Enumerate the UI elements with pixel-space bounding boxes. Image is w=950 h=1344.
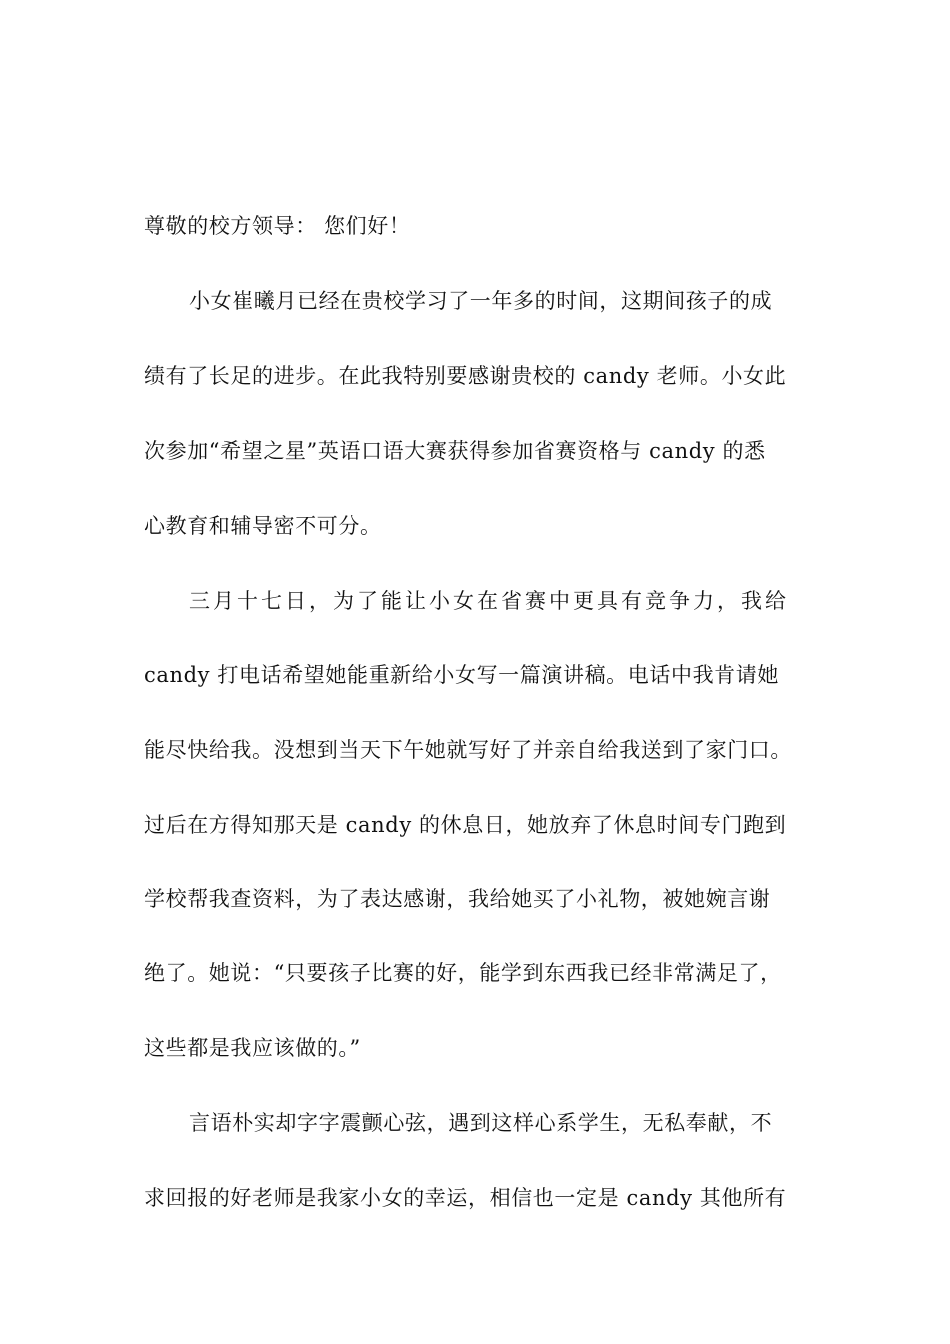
paragraph-2-line-3: 能尽快给我。没想到当天下午她就写好了并亲自给我送到了家门口。 xyxy=(144,738,792,762)
salutation-line: 尊敬的校方领导： 您们好！ xyxy=(144,214,411,238)
paragraph-1-line-4: 心教育和辅导密不可分。 xyxy=(144,514,382,538)
paragraph-1-line-2: 绩有了长足的进步。在此我特别要感谢贵校的 candy 老师。小女此 xyxy=(144,364,787,388)
paragraph-2-line-1: 三月十七日，为了能让小女在省赛中更具有竞争力，我给 xyxy=(189,589,789,613)
paragraph-3-line-2: 求回报的好老师是我家小女的幸运，相信也一定是 candy 其他所有 xyxy=(144,1186,787,1210)
paragraph-2-line-6: 绝了。她说：“只要孩子比赛的好，能学到东西我已经非常满足了， xyxy=(144,961,782,985)
paragraph-3-line-1: 言语朴实却字字震颤心弦，遇到这样心系学生，无私奉献，不 xyxy=(189,1111,773,1135)
paragraph-2-line-4: 过后在方得知那天是 candy 的休息日，她放弃了休息时间专门跑到 xyxy=(144,813,787,837)
paragraph-2-line-5: 学校帮我查资料，为了表达感谢，我给她买了小礼物，被她婉言谢 xyxy=(144,887,771,911)
paragraph-1-line-1: 小女崔曦月已经在贵校学习了一年多的时间，这期间孩子的成 xyxy=(189,289,773,313)
paragraph-1-line-3: 次参加“希望之星”英语口语大赛获得参加省赛资格与 candy 的悉 xyxy=(144,439,766,463)
paragraph-2-line-7: 这些都是我应该做的。” xyxy=(144,1036,361,1060)
paragraph-2-line-2: candy 打电话希望她能重新给小女写一篇演讲稿。电话中我肯请她 xyxy=(144,663,779,687)
